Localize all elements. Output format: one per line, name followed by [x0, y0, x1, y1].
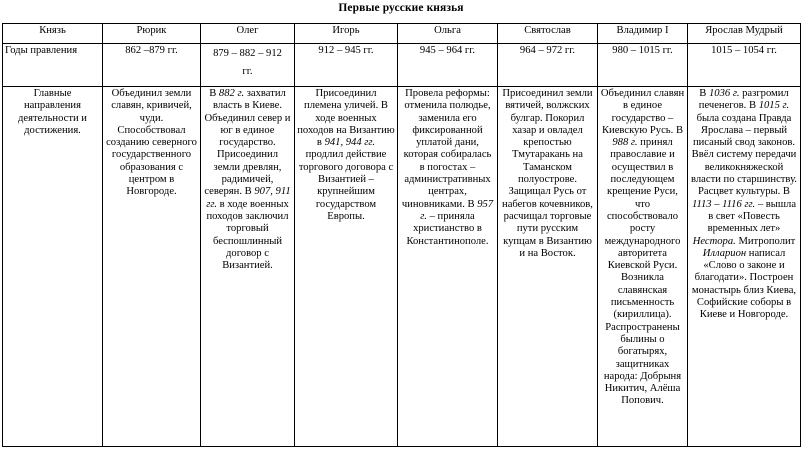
achievements-row	[3, 87, 801, 447]
date: 1036 г.	[709, 88, 740, 99]
header-cell: Рюрик	[103, 24, 201, 44]
row-label: Главные направления деятельности и достижения.	[3, 87, 103, 447]
olga-achievements: Провела реформы: отменила полюдье, заменила его фиксированной уплатой дани, которая собиралась в погостах – административных центрах, чиновниками. В 957 г. – приняла христианство в Константинополе.	[398, 87, 498, 447]
svyatoslav-achievements: Присоединил земли вятичей, волжских булгар. Покорил хазар и овладел крепостью Тмутаракань на Таманском полуострове. Защищал Русь от набегов кочевников, расчищал торговые пути русским купцам в Византию и на Восток.	[498, 87, 598, 447]
years-value: 879 – 882 – 912 гг.	[213, 48, 282, 77]
vladimir-achievements: Объединил славян в единое государство – Киевскую Русь. В 988 г. принял православие и осуществил в последующем крещение Руси, что способствовало росту международного авторитета Киевской Руси. Возникла славянская письменность (кириллица). Распространены былины о богатырях, защитниках народа: Добрыня Никитич, Алёша Попович.	[598, 87, 688, 447]
years-cell: 964 – 972 гг.	[498, 44, 598, 87]
years-cell: 1015 – 1054 гг.	[688, 44, 801, 87]
header-cell: Ольга	[398, 24, 498, 44]
princes-table	[2, 23, 801, 447]
header-cell: Князь	[3, 24, 103, 44]
igor-achievements: Присоединил племена уличей. В ходе военных походов на Византию в 941, 944 гг. продлил действие торгового договора с Византией – крупнейшим государством Европы.	[295, 87, 398, 447]
date: 907, 911 гг.	[206, 186, 291, 210]
years-cell: 862 –879 гг.	[103, 44, 201, 87]
author-name: Нестора.	[692, 235, 736, 247]
yaroslav-achievements: В 1036 г. разгромил печенегов. В 1015 г. была создана Правда Ярослава – первый писаный свод законов. Ввёл систему передачи великокняжеской власти по старшинству. Расцвет культуры. В 1113 – 1116 гг. – вышла в свет «Повесть временных лет» Нестора. Митрополит Илларион написал «Слово о законе и благодати». Построен монастырь близ Киева, Софийские соборы в Киеве и Новгороде.	[688, 87, 801, 447]
header-cell: Игорь	[295, 24, 398, 44]
header-cell: Владимир I	[598, 24, 688, 44]
date: 941, 944 гг.	[324, 137, 376, 149]
oleg-achievements: В 882 г. захватил власть в Киеве. Объединил север и юг в единое государство. Присоединил земли древлян, радимичей, северян. В 907, 911 гг. в ходе военных походов заключил торговый беспошлинный договор с Византией.	[201, 87, 295, 447]
date: 988 г.	[612, 137, 638, 149]
date: 1015 г.	[758, 100, 790, 112]
header-row	[3, 24, 801, 44]
date: 1113 – 1116 гг.	[691, 198, 756, 210]
rurik-achievements: Объединил земли славян, кривичей, чуди. Способствовал созданию северного государственного образования с центром в Новгороде.	[103, 87, 201, 447]
header-cell: Святослав	[498, 24, 598, 44]
date: 957 г.	[420, 198, 494, 222]
years-row	[3, 44, 801, 87]
years-cell	[201, 44, 295, 87]
table-title: Первые русские князья	[338, 2, 464, 14]
years-cell: 980 – 1015 гг.	[598, 44, 688, 87]
date: 882 г.	[218, 88, 245, 99]
row-label: Годы правления	[3, 44, 103, 87]
author-name: Илларион	[702, 247, 747, 259]
years-cell: 945 – 964 гг.	[398, 44, 498, 87]
years-cell: 912 – 945 гг.	[295, 44, 398, 87]
header-cell: Ярослав Мудрый	[688, 24, 801, 44]
header-cell: Олег	[201, 24, 295, 44]
